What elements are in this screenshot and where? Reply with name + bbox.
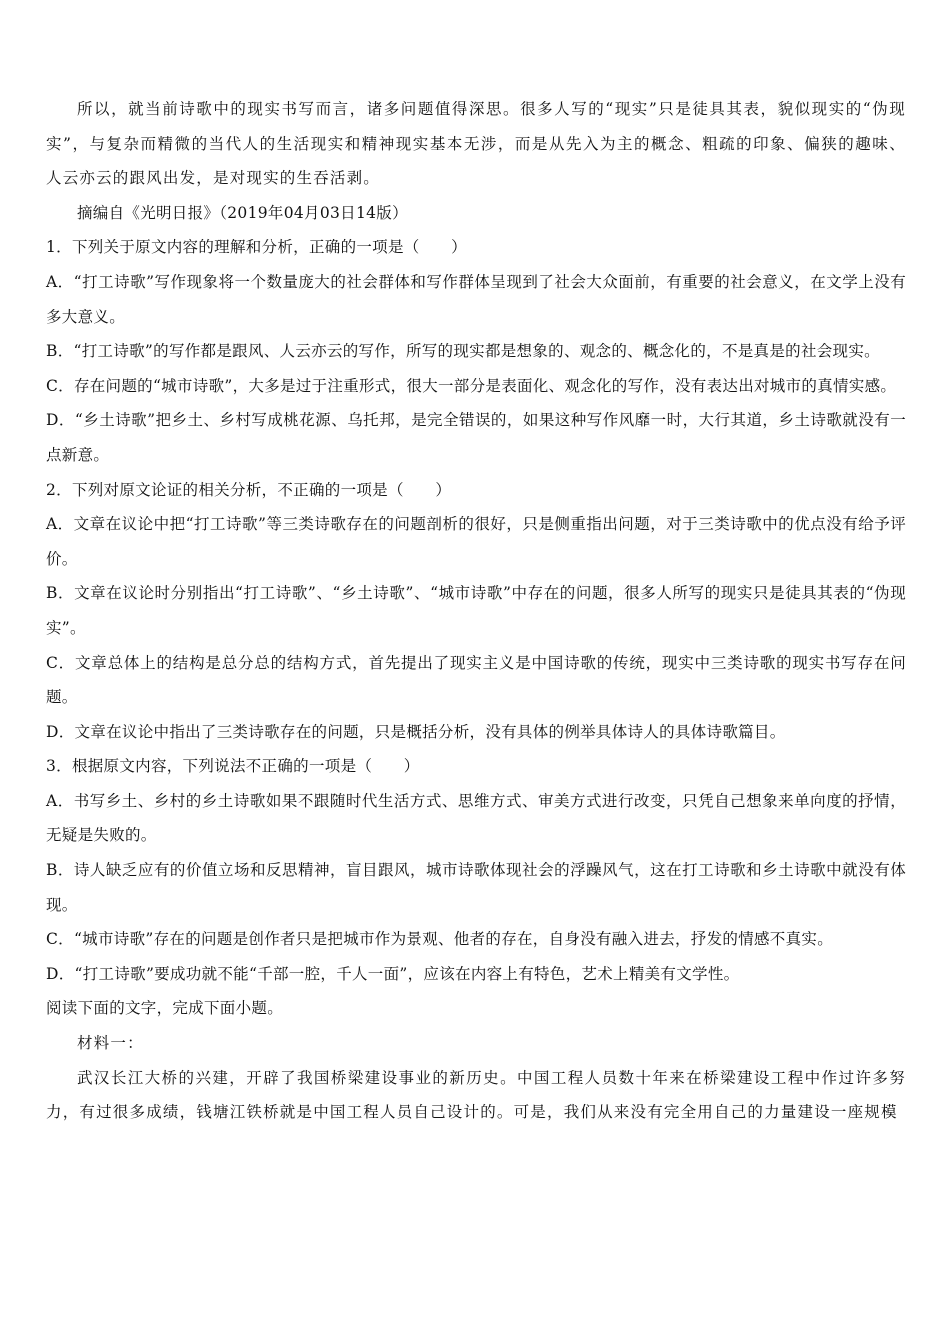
option-a: A．文章在议论中把“打工诗歌”等三类诗歌存在的问题剖析的很好，只是侧重指出问题，对于三类诗歌中的优点没有给予评价。 — [46, 515, 906, 568]
passage-paragraph: 所以，就当前诗歌中的现实书写而言，诸多问题值得深思。很多人写的“现实”只是徒具其表，貌似现实的“伪现实”，与复杂而精微的当代人的生活现实和精神现实基本无涉，而是从先入为主的概念、粗疏的印象、偏狭的趣味、人云亦云的跟风出发，是对现实的生吞活剥。 — [46, 100, 906, 188]
option-c: C．文章总体上的结构是总分总的结构方式，首先提出了现实主义是中国诗歌的传统，现实中三类诗歌的现实书写存在问题。 — [46, 653, 906, 707]
option-a: A．书写乡土、乡村的乡土诗歌如果不跟随时代生活方式、思维方式、审美方式进行改变，只凭自己想象来单向度的抒情，无疑是失败的。 — [46, 791, 906, 845]
question-2 — [46, 473, 906, 750]
material-paragraph: 武汉长江大桥的兴建，开辟了我国桥梁建设事业的新历史。中国工程人员数十年来在桥梁建设工程中作过许多努力，有过很多成绩，钱塘江铁桥就是中国工程人员自己设计的。可是，我们从来没有完全用自己的力量建设一座规模 — [46, 1068, 906, 1122]
option-c: C．“城市诗歌”存在的问题是创作者只是把城市作为景观、他者的存在，自身没有融入进去，抒发的情感不真实。 — [46, 930, 834, 949]
option-d: D．“乡土诗歌”把乡土、乡村写成桃花源、乌托邦，是完全错误的，如果这种写作风靡一时，大行其道，乡土诗歌就没有一点新意。 — [46, 411, 906, 464]
option-b: B．文章在议论时分别指出“打工诗歌”、“乡土诗歌”、“城市诗歌”中存在的问题，很多人所写的现实只是徒具其表的“伪现实”。 — [46, 584, 906, 637]
option-d: D．文章在议论中指出了三类诗歌存在的问题，只是概括分析，没有具体的例举具体诗人的具体诗歌篇目。 — [46, 722, 786, 741]
option-b: B．诗人缺乏应有的价值立场和反思精神，盲目跟风，城市诗歌体现社会的浮躁风气，这在打工诗歌和乡土诗歌中就没有体现。 — [46, 861, 906, 914]
material-label: 材料一： — [77, 1034, 144, 1053]
option-c: C．存在问题的“城市诗歌”，大多是过于注重形式，很大一部分是表面化、观念化的写作，没有表达出对城市的真情实感。 — [46, 376, 897, 395]
question-stem: 2．下列对原文论证的相关分析，不正确的一项是（ ） — [46, 480, 452, 499]
question-stem: 1．下列关于原文内容的理解和分析，正确的一项是（ ） — [46, 238, 467, 257]
passage-source: 摘编自《光明日报》（2019年04月03日14版） — [77, 203, 408, 222]
question-1 — [46, 230, 906, 472]
question-stem: 3．根据原文内容，下列说法不正确的一项是（ ） — [46, 757, 420, 776]
page-content — [46, 92, 906, 1130]
option-b: B．“打工诗歌”的写作都是跟风、人云亦云的写作，所写的现实都是想象的、观念的、概念化的，不是真是的社会现实。 — [46, 342, 880, 361]
option-d: D．“打工诗歌”要成功就不能“千部一腔，千人一面”，应该在内容上有特色，艺术上精美有文学性。 — [46, 964, 740, 983]
reading-instruction: 阅读下面的文字，完成下面小题。 — [46, 999, 284, 1018]
question-3 — [46, 749, 906, 991]
option-a: A．“打工诗歌”写作现象将一个数量庞大的社会群体和写作群体呈现到了社会大众面前，有重要的社会意义，在文学上没有多大意义。 — [46, 272, 906, 326]
